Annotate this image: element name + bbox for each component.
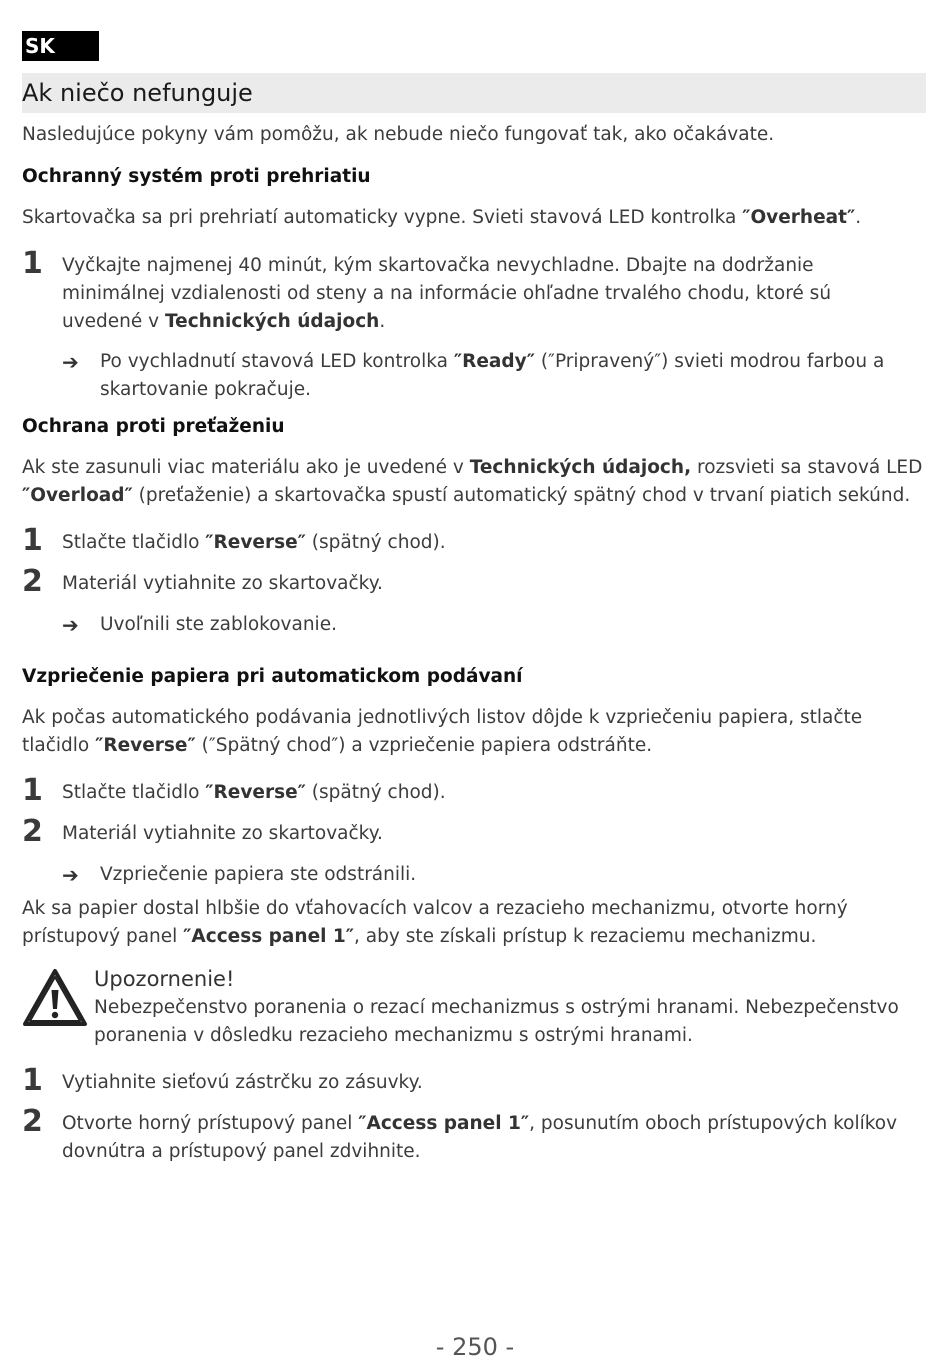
intro-text: Nasledujúce pokyny vám pomôžu, ak nebude niečo fungovať tak, ako očakávate.	[22, 124, 775, 145]
overheat-step-1: Vyčkajte najmenej 40 minút, kým skartovačka nevychladne. Dbajte na dodržanie minimálnej vzdialenosti od steny a na informácie ohľadne trvalého chodu, ktoré sú uvedené v Technických údajoch.	[62, 255, 832, 332]
step-number: 1	[22, 1063, 43, 1098]
step-number: 1	[22, 246, 43, 281]
page-number: - 250 -	[435, 1333, 515, 1361]
step-number: 2	[22, 564, 43, 599]
access-panel-paragraph: Ak sa papier dostal hlbšie do vťahovacích valcov a rezacieho mechanizmu, otvorte horný prístupový panel ″Access panel 1″, aby ste získali prístup k rezaciemu mechanizmu.	[22, 898, 848, 947]
paper-jam-result: Vzpriečenie papiera ste odstránili.	[100, 864, 417, 885]
panel-step-2: Otvorte horný prístupový panel ″Access panel 1″, posunutím oboch prístupových kolíkov dovnútra a prístupový panel zdvihnite.	[62, 1113, 898, 1162]
arrow-right-icon: ➔	[62, 350, 79, 374]
section-heading-paper-jam: Vzpriečenie papiera pri automatickom podávaní	[22, 666, 523, 687]
overload-step-2: Materiál vytiahnite zo skartovačky.	[62, 573, 383, 594]
paper-jam-step-2: Materiál vytiahnite zo skartovačky.	[62, 823, 383, 844]
overload-paragraph: Ak ste zasunuli viac materiálu ako je uvedené v Technických údajoch, rozsvieti sa stavová LED ″Overload″ (preťaženie) a skartovačka spustí automatický spätný chod v trvaní piatich sekúnd.	[22, 457, 923, 506]
section-heading-overheat: Ochranný systém proti prehriatiu	[22, 166, 371, 187]
page-title: Ak niečo nefunguje	[22, 79, 253, 107]
step-number: 1	[22, 523, 43, 558]
overload-result: Uvoľnili ste zablokovanie.	[100, 614, 337, 635]
step-number: 1	[22, 773, 43, 808]
paper-jam-paragraph: Ak počas automatického podávania jednotlivých listov dôjde k vzpriečeniu papiera, stlačte tlačidlo ″Reverse″ (″Spätný chod″) a vzpriečenie papiera odstráňte.	[22, 707, 863, 756]
step-number: 2	[22, 1104, 43, 1139]
overheat-result: Po vychladnutí stavová LED kontrolka ″Ready″ (″Pripravený″) svieti modrou farbou a skartovanie pokračuje.	[100, 351, 885, 400]
overload-step-1: Stlačte tlačidlo ″Reverse″ (spätný chod).	[62, 532, 446, 553]
step-number: 2	[22, 814, 43, 849]
language-badge: SK	[22, 31, 99, 61]
warning-triangle-icon	[22, 968, 88, 1028]
section-heading-overload: Ochrana proti preťaženiu	[22, 416, 285, 437]
paper-jam-step-1: Stlačte tlačidlo ″Reverse″ (spätný chod).	[62, 782, 446, 803]
arrow-right-icon: ➔	[62, 613, 79, 637]
warning-text: Nebezpečenstvo poranenia o rezací mechanizmus s ostrými hranami. Nebezpečenstvo poranenia v dôsledku rezacieho mechanizmu s ostrými hranami.	[94, 997, 899, 1046]
warning-title: Upozornenie!	[94, 967, 235, 991]
panel-step-1: Vytiahnite sieťovú zástrčku zo zásuvky.	[62, 1072, 423, 1093]
arrow-right-icon: ➔	[62, 863, 79, 887]
overheat-paragraph: Skartovačka sa pri prehriatí automaticky vypne. Svieti stavová LED kontrolka ″Overheat″.	[22, 207, 862, 228]
